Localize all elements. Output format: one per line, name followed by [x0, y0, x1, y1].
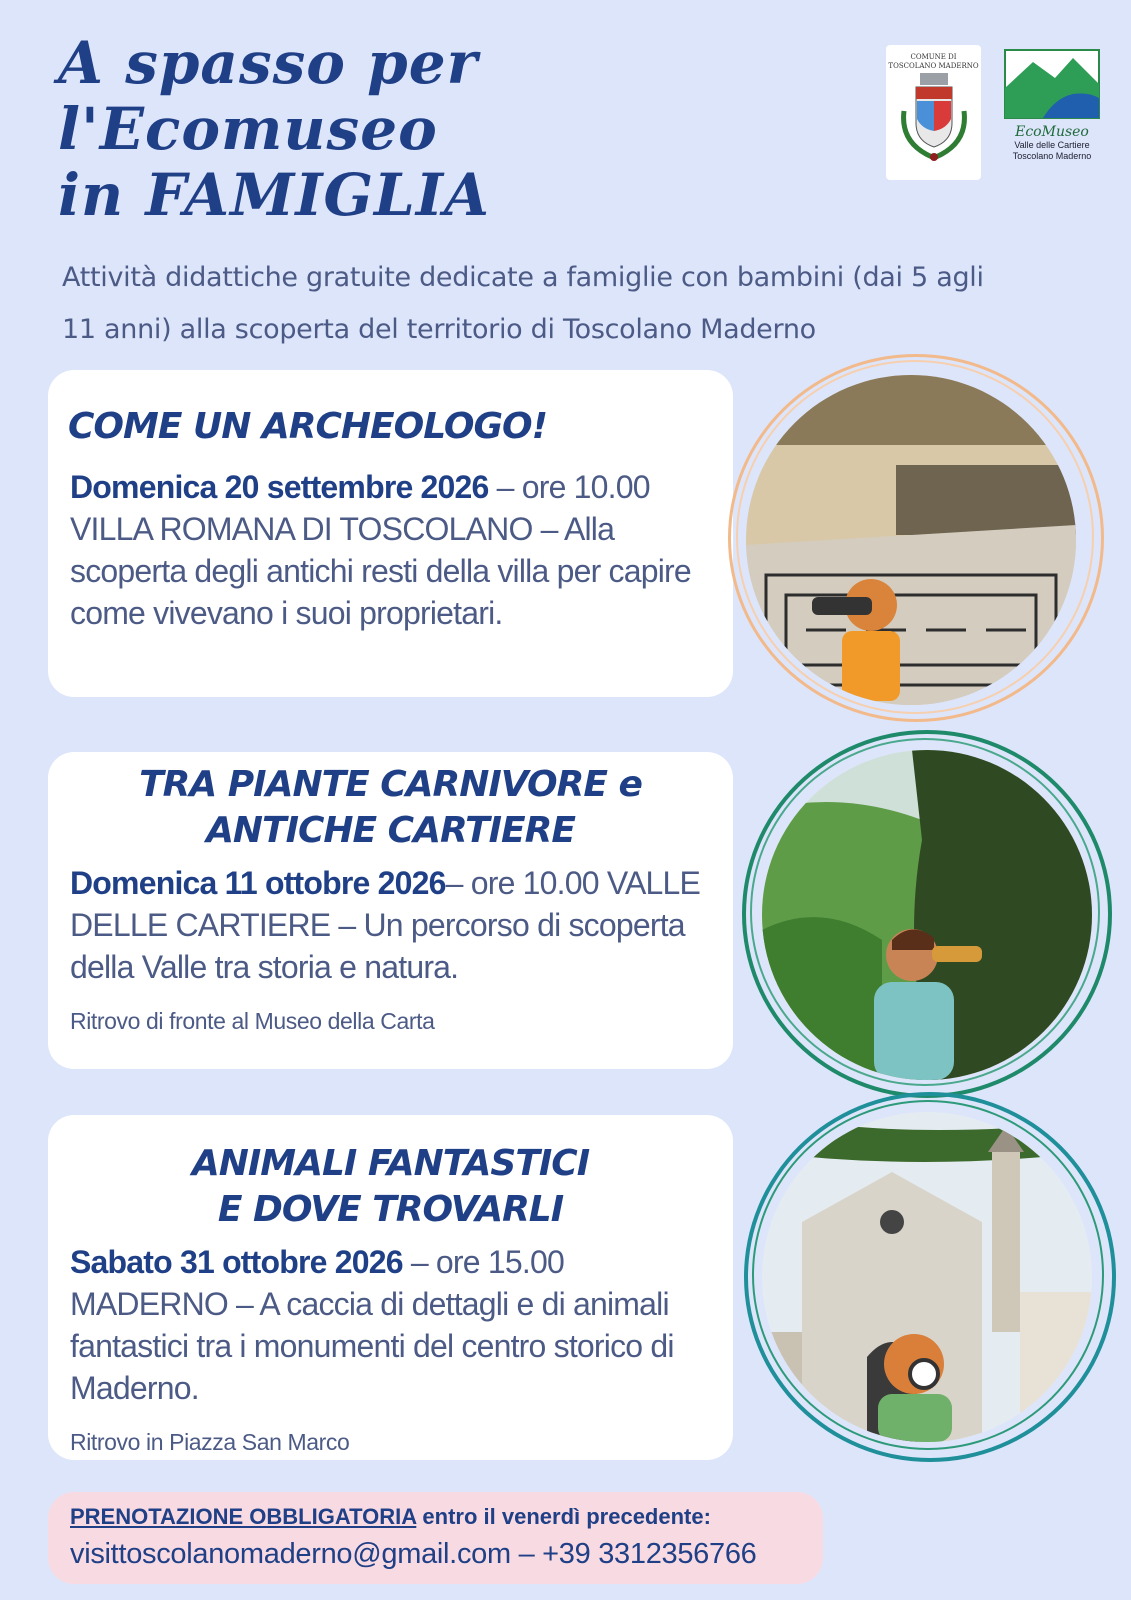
- event-1-title-line: COME UN ARCHEOLOGO!: [68, 406, 548, 447]
- title-line-1: A spasso per: [58, 29, 479, 97]
- title-line-3: in FAMIGLIA: [58, 161, 490, 229]
- booking-label: PRENOTAZIONE OBBLIGATORIA: [70, 1504, 417, 1529]
- contact-line[interactable]: visittoscolanomaderno@gmail.com – +39 3312356766: [70, 1538, 757, 1570]
- comune-caption: COMUNE DI TOSCOLANO MADERNO: [888, 53, 979, 70]
- event-1-time: – ore 10.00: [488, 469, 650, 505]
- event-3-title-line-1: ANIMALI FANTASTICI: [191, 1143, 590, 1184]
- event-2-title: [48, 752, 733, 854]
- booking-text: entro il venerdì precedente:: [416, 1504, 711, 1529]
- event-3-meeting: Ritrovo in Piazza San Marco: [70, 1429, 350, 1455]
- ecomuseo-sub-1: Valle delle Cartiere: [1014, 140, 1090, 150]
- poster-title: [58, 30, 618, 228]
- event-3-date: Sabato 31 ottobre 2026: [70, 1244, 403, 1280]
- ecomuseo-name: EcoMuseo: [1015, 124, 1089, 140]
- event-3-title: [48, 1115, 733, 1233]
- event-1-date: Domenica 20 settembre 2026: [70, 469, 489, 505]
- poster-subtitle: Attività didattiche gratuite dedicate a famiglie con bambini (dai 5 agli 11 anni) alla scoperta del territorio di Toscolano Maderno: [62, 262, 984, 345]
- event-1-description: VILLA ROMANA DI TOSCOLANO – Alla scoperta degli antichi resti della villa per capire come vivevano i suoi proprietari.: [70, 511, 691, 631]
- event-3-time: – ore 15.00: [402, 1244, 564, 1280]
- event-card-3: [48, 1115, 733, 1460]
- event-2-description: VALLE DELLE CARTIERE – Un percorso di scoperta della Valle tra storia e natura.: [70, 865, 701, 985]
- booking-footer: [48, 1492, 823, 1584]
- event-1-title: [48, 370, 733, 450]
- event-2-title-line-2: ANTICHE CARTIERE: [206, 810, 575, 851]
- ecomuseo-logo: [1003, 48, 1101, 176]
- event-3-title-line-2: E DOVE TROVARLI: [217, 1189, 564, 1230]
- event-2-meeting: Ritrovo di fronte al Museo della Carta: [70, 1008, 435, 1034]
- event-card-1: [48, 370, 733, 697]
- event-2-time: – ore 10.00: [445, 865, 599, 901]
- photo-villa-romana: [746, 375, 1076, 705]
- event-3-body: [48, 1233, 733, 1463]
- comune-crest-icon: [886, 71, 981, 171]
- event-2-date: Domenica 11 ottobre 2026: [70, 865, 446, 901]
- event-card-2: [48, 752, 733, 1069]
- photo-chiesa-maderno: [762, 1112, 1092, 1442]
- title-line-2: l'Ecomuseo: [58, 95, 438, 163]
- event-3-description: MADERNO – A caccia di dettagli e di animali fantastici tra i monumenti del centro storico di Maderno.: [70, 1286, 674, 1406]
- event-2-body: [48, 854, 733, 1042]
- photo-valle-cartiere: [762, 750, 1092, 1080]
- ecomuseo-sub-2: Toscolano Maderno: [1012, 151, 1092, 161]
- ecomuseo-logo-icon: [1003, 48, 1101, 120]
- event-2-title-line-1: TRA PIANTE CARNIVORE e: [139, 764, 642, 805]
- event-1-body: [48, 450, 733, 634]
- booking-line: [70, 1504, 711, 1530]
- comune-logo: [886, 45, 981, 180]
